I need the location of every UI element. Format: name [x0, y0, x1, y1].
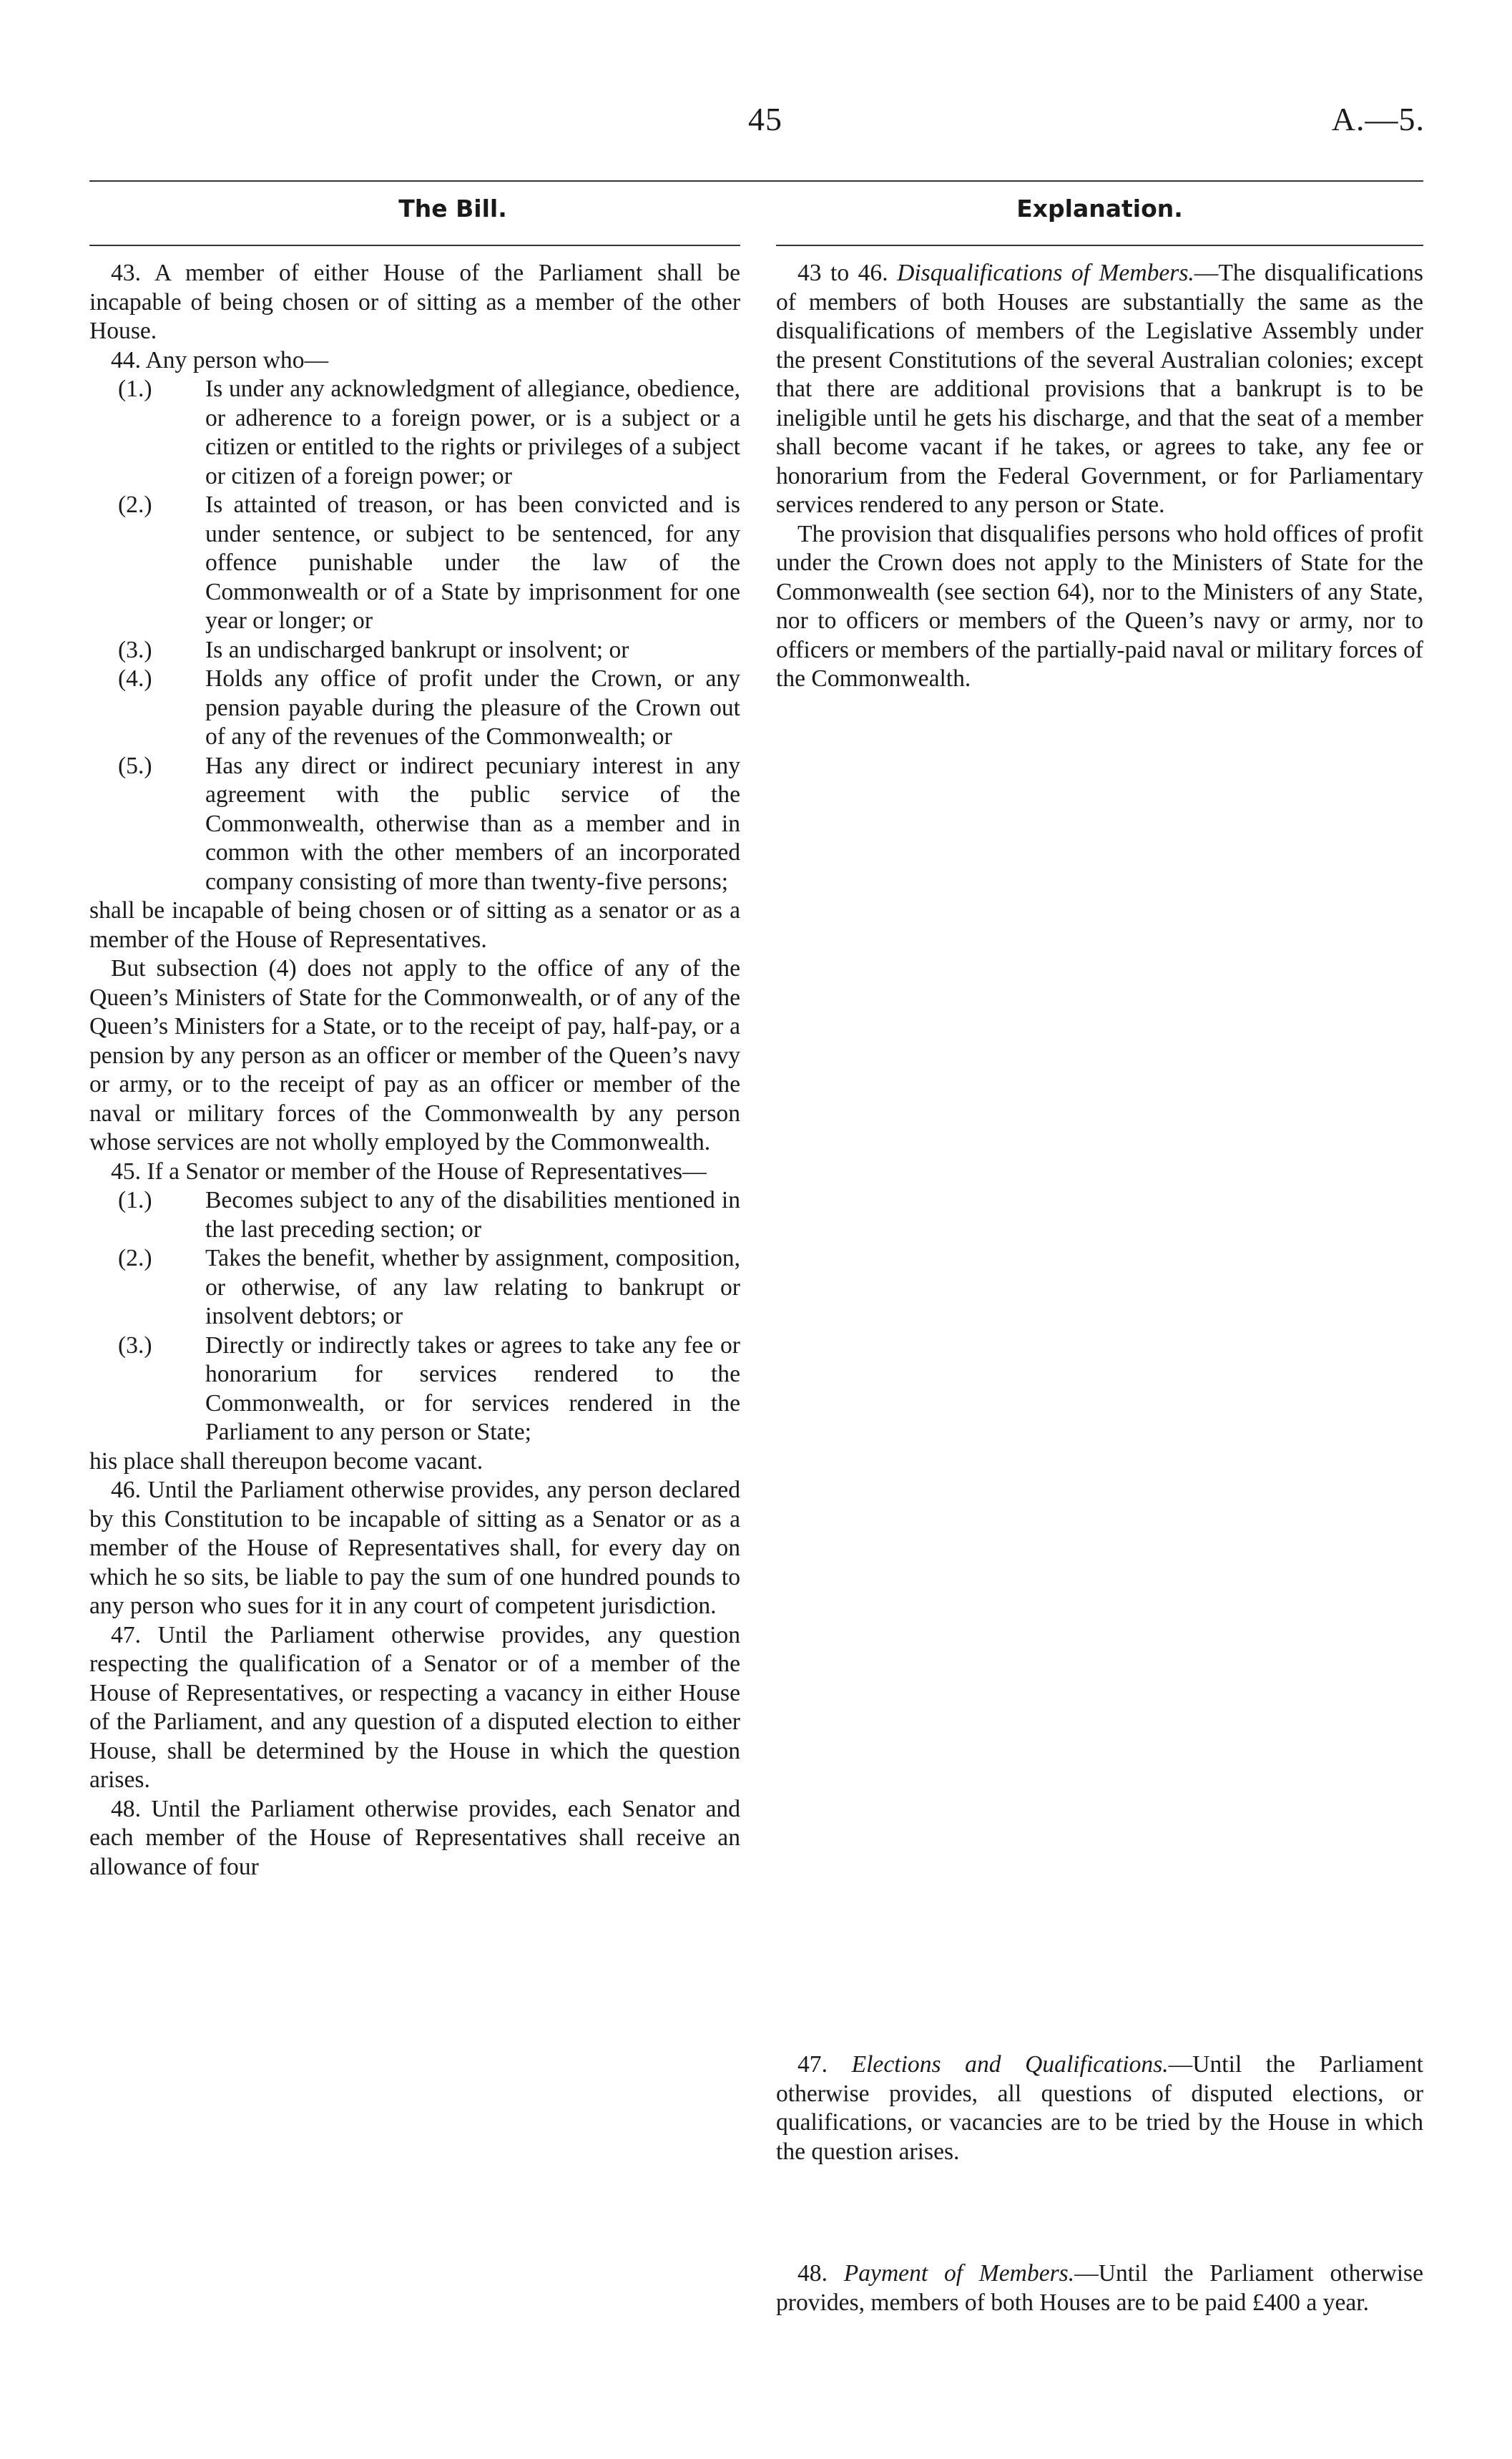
bill-column-heading: The Bill. — [398, 195, 507, 223]
section-45-item — [89, 1244, 740, 1331]
item-number: (5.) — [118, 752, 152, 779]
explanation-title: Payment of Members. — [843, 2260, 1075, 2287]
section-44-item — [89, 665, 740, 752]
section-45-close: his place shall thereupon become vacant. — [89, 1447, 483, 1475]
section-47: 47. Until the Parliament otherwise provides, any question respecting the qualification of a Senator or of a member of the House of Representatives, or respecting a vacancy in either House of the Parliament, and any question of a disputed election to either House, shall be determined by the House in which the question arises. — [89, 1621, 740, 1793]
explanation-paragraph — [776, 2050, 1423, 2166]
section-45-item — [89, 1331, 740, 1447]
explanation-number: 43 to 46. — [797, 260, 888, 286]
item-text: Holds any office of profit under the Crown, or any pension payable during the pleasure of the Crown out of any of the revenues of the Commonwealth; or — [205, 665, 740, 750]
section-46: 46. Until the Parliament otherwise provides, any person declared by this Constitution to be incapable of sitting as a Senator or as a member of the House of Representatives shall, for every day on which he so sits, be liable to pay the sum of one hundred pounds to any person who sues for it in any court of competent jurisdiction. — [89, 1477, 740, 1619]
explanation-heading-rule — [776, 245, 1423, 246]
section-44-item — [89, 375, 740, 491]
section-48: 48. Until the Parliament otherwise provides, each Senator and each member of the House of Representatives shall receive an allowance of four — [89, 1795, 740, 1880]
item-number: (3.) — [118, 636, 152, 663]
item-text: Directly or indirectly takes or agrees to take any fee or honorarium for services rendered to the Commonwealth, or for services rendered in the Parliament to any person or State; — [205, 1331, 740, 1445]
explanation-paragraph — [776, 2259, 1423, 2317]
document-reference: A.—5. — [1331, 101, 1425, 137]
header-rule — [89, 180, 1423, 182]
item-number: (2.) — [118, 492, 152, 518]
item-number: (3.) — [118, 1331, 152, 1359]
section-44-close: shall be incapable of being chosen or of sitting as a senator or as a member of the House of Representatives. — [89, 897, 740, 953]
explanation-column-heading: Explanation. — [1016, 195, 1183, 223]
explanation-text: —The disqualifications of members of both Houses are substantially the same as the disqualifications of members of the Legislative Assembly under the present Constitutions of the several Australian colonies; except that there are additional provisions that a bankrupt is to be ineligible until he gets his discharge, and that the seat of a member shall become vacant if he takes, or agrees to take, any fee or honorarium from the Federal Government, or for Parliamentary services rendered to any person or State. — [776, 260, 1423, 518]
item-text: Is under any acknowledgment of allegiance, obedience, or adherence to a foreign power, or is a subject or a citizen or entitled to the rights or privileges of a subject or citizen of a foreign power; or — [205, 376, 740, 489]
item-text: Is an undischarged bankrupt or insolvent; or — [205, 636, 629, 663]
explanation-number: 47. — [797, 2051, 828, 2078]
explanation-43-46 — [776, 259, 1423, 694]
explanation-paragraph-2: The provision that disqualifies persons who hold offices of profit under the Crown does not apply to the Ministers of State for the Commonwealth (see section 64), nor to the Ministers of any State, nor to officers or members of the Queen’s navy or army, nor to officers or members of the partially-paid naval or military forces of the Commonwealth. — [776, 520, 1423, 692]
section-44-item — [89, 636, 740, 665]
section-43: 43. A member of either House of the Parliament shall be incapable of being chosen or of sitting as a member of the other House. — [89, 260, 740, 344]
explanation-47 — [776, 2050, 1423, 2166]
page-number: 45 — [748, 101, 782, 137]
section-45-item — [89, 1186, 740, 1244]
item-text: Is attainted of treason, or has been convicted and is under sentence, or subject to be sentenced, for any offence punishable under the law of the Commonwealth or of a State by imprisonment for one year or longer; or — [205, 492, 740, 634]
item-text: Has any direct or indirect pecuniary interest in any agreement with the public service of the Commonwealth, otherwise than as a member and in common with the other members of an incorporated company consisting of more than twenty-five persons; — [205, 752, 740, 895]
item-number: (1.) — [118, 376, 152, 402]
explanation-title: Disqualifications of Members. — [897, 260, 1194, 286]
item-number: (2.) — [118, 1245, 152, 1271]
explanation-48 — [776, 2259, 1423, 2317]
section-45-intro: 45. If a Senator or member of the House of Representatives— — [111, 1158, 707, 1185]
explanation-text: —Until the Parliament otherwise provides, all questions of disputed elections, or qualifications, or vacancies are to be tried by the House in which the question arises. — [776, 2051, 1423, 2165]
section-44-proviso: But subsection (4) does not apply to the office of any of the Queen’s Ministers of State for the Commonwealth, or of any of the Queen’s Ministers for a State, or to the receipt of pay, half-pay, or a pension by any person as an officer or member of the Queen’s navy or army, or to the receipt of pay as an officer or member of the naval or military forces of the Commonwealth by any person whose services are not wholly employed by the Commonwealth. — [89, 955, 740, 1155]
item-text: Takes the benefit, whether by assignment, composition, or otherwise, of any law relating to bankrupt or insolvent debtors; or — [205, 1245, 740, 1329]
bill-column — [89, 259, 740, 1882]
item-number: (4.) — [118, 665, 152, 692]
section-44-item — [89, 491, 740, 636]
section-44-item — [89, 752, 740, 897]
explanation-title: Elections and Qualifications. — [851, 2051, 1169, 2078]
section-44-intro: 44. Any person who— — [111, 346, 329, 373]
explanation-number: 48. — [797, 2260, 828, 2287]
bill-heading-rule — [89, 245, 740, 246]
explanation-paragraph — [776, 259, 1423, 520]
explanation-text: —Until the Parliament otherwise provides, members of both Houses are to be paid £400 a year. — [776, 2260, 1423, 2316]
item-text: Becomes subject to any of the disabilities mentioned in the last preceding section; or — [205, 1187, 740, 1243]
item-number: (1.) — [118, 1187, 152, 1213]
